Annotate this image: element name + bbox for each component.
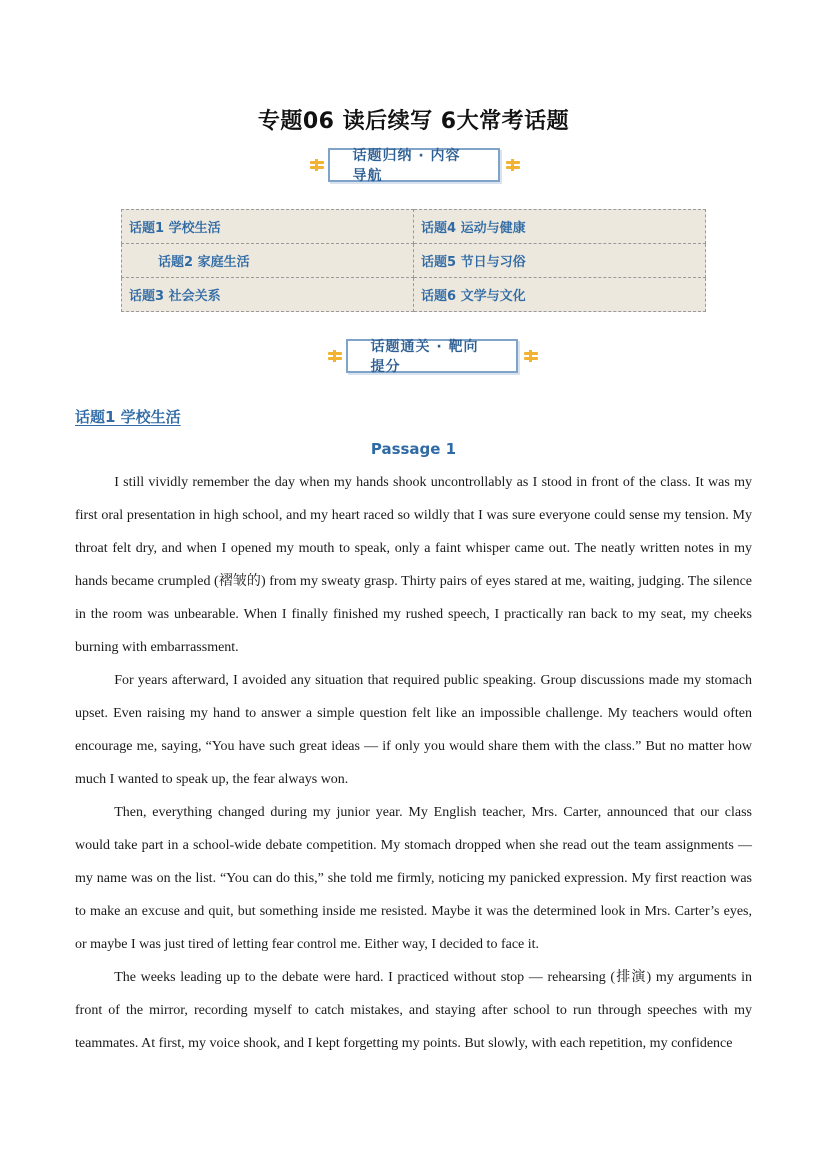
left-ornament-icon bbox=[328, 350, 340, 362]
paragraph: Then, everything changed during my junior year. My English teacher, Mrs. Carter, announced that our class would take part in a school-wide debate competition. My stomach dropped when she read out the team assignments — my name was on the list. “You can do this,” she told me firmly, noticing my panicked expression. My first reaction was to make an excuse and quit, but something inside me resisted. Maybe it was the determined look in Mrs. Carter’s eyes, or maybe I was just tired of letting fear control me. Either way, I decided to face it. bbox=[75, 805, 752, 952]
right-ornament-icon bbox=[524, 350, 536, 362]
topic-cell[interactable]: 话题2 家庭生活 bbox=[122, 244, 414, 278]
right-ornament-icon bbox=[506, 159, 518, 171]
topic-cell[interactable]: 话题6 文学与文化 bbox=[414, 278, 706, 312]
left-ornament-icon bbox=[310, 159, 322, 171]
banner-label: 话题通关 · 靶向提分 bbox=[346, 339, 517, 373]
banner-topic-practice bbox=[322, 338, 542, 374]
topic-cell[interactable]: 话题5 节日与习俗 bbox=[414, 244, 706, 278]
paragraph: For years afterward, I avoided any situation that required public speaking. Group discussions made my stomach upset. Even raising my hand to answer a simple question felt like an impossible challenge. My teachers would often encourage me, saying, “You have such great ideas — if only you would share them with the class.” But no matter how much I wanted to speak up, the fear always won. bbox=[75, 673, 752, 787]
page-title: 专题06 读后续写 6大常考话题 bbox=[257, 109, 570, 134]
paragraph: The weeks leading up to the debate were hard. I practiced without stop — rehearsing (排演) my arguments in front of the mirror, recording myself to catch mistakes, and staying after school to run through speeches with my teammates. At first, my voice shook, and I kept forgetting my points. But slowly, with each repetition, my confidence bbox=[75, 970, 752, 1051]
passage-title: Passage 1 bbox=[370, 440, 457, 458]
topic-row bbox=[122, 278, 706, 312]
paragraph: I still vividly remember the day when my hands shook uncontrollably as I stood in front of the class. It was my first oral presentation in high school, and my heart raced so wildly that I was sure everyone could sense my tension. My throat felt dry, and when I opened my mouth to speak, only a faint whisper came out. The neatly written notes in my hands became crumpled (褶皱的) from my sweaty grasp. Thirty pairs of eyes stared at me, waiting, judging. The silence in the room was unbearable. When I finally finished my rushed speech, I practically ran back to my seat, my cheeks burning with embarrassment. bbox=[75, 475, 752, 655]
banner-label: 话题归纳 · 内容导航 bbox=[328, 148, 499, 182]
topic-row bbox=[122, 244, 706, 278]
banner-topic-navigation bbox=[304, 147, 524, 183]
section-heading[interactable]: 话题1 学校生活 bbox=[75, 408, 181, 426]
topic-cell[interactable]: 话题1 学校生活 bbox=[122, 210, 414, 244]
topic-cell[interactable]: 话题4 运动与健康 bbox=[414, 210, 706, 244]
topic-cell[interactable]: 话题3 社会关系 bbox=[122, 278, 414, 312]
topic-row bbox=[122, 210, 706, 244]
passage-body bbox=[75, 466, 752, 1060]
topic-table bbox=[121, 209, 706, 312]
